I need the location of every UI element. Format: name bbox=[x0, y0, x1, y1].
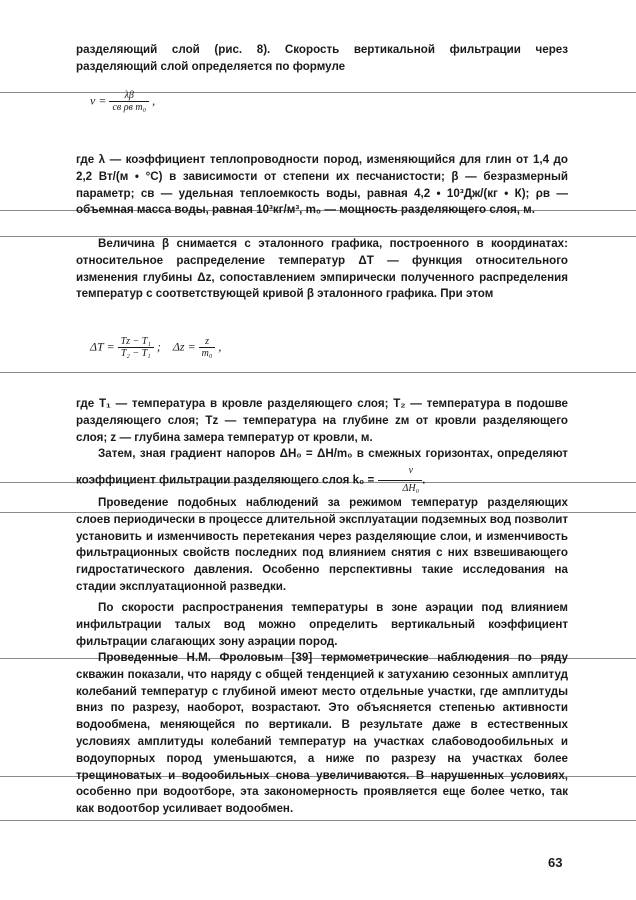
formula-k0-tail: . bbox=[422, 473, 426, 487]
formula-relative-distribution bbox=[90, 336, 221, 359]
formula-fraction-dz bbox=[199, 336, 216, 359]
formula-denominator-dt: T₂ − T₁ bbox=[120, 348, 151, 359]
paragraph-gradient-text: Затем, зная градиент напоров ΔH₀ = ΔH/m₀ в смежных горизонтах, определяют коэффициент фильтрации разделяющего слоя k₀ = bbox=[76, 447, 568, 487]
paragraph-frolov: Проведенные Н.М. Фроловым [39] термометрические наблюдения по ряду скважин показали, что наряду с общей тенденцией к затуханию сезонных амплитуд колебаний температур с глубиной имеют место отдельные участки, где амплитуды вниз по разрезу, наоборот, возрастают. Это объясняется степенью активности водообмена, меняющейся по вертикали. В результате даже в естественных условиях амплитуды колебаний температур на участках слабоводообильных и водоупорных пород уменьшаются, а ниже по разрезу на участках более трещиноватых и водообильных снова увеличиваются. В нарушенных условиях, особенно при водоотборе, эта закономерность проявляется еще более четко, так как водоотбор усиливает водообмен. bbox=[76, 651, 568, 816]
formula-fraction bbox=[109, 90, 149, 113]
formula-lhs-dz: Δz = bbox=[172, 339, 196, 354]
formula-lhs-dt: ΔT = bbox=[90, 339, 115, 354]
paragraph-observations: Проведение подобных наблюдений за режимом температур разделяющих слоев периодически в процессе длительной эксплуатации подземных вод позволит установить и изменчивость перетекания через разделяющие слои, и изменчивость фильтрационных свойств последних под влиянием снятия с них взвешивающего гидростатического давления. Особенно перспективны такие исследования на стадии эксплуатационной разведки. bbox=[76, 496, 568, 593]
formula-lhs: v = bbox=[90, 93, 107, 108]
scan-line bbox=[0, 372, 636, 373]
formula-denominator-dz: m₀ bbox=[201, 348, 213, 359]
formula-numerator: λβ bbox=[109, 90, 149, 102]
paragraph-aeration: По скорости распространения температуры в зоне аэрации под влиянием инфильтрации талых вод можно определить вертикальный коэффициент фильтрации слагающих зону аэрации пород. bbox=[76, 601, 568, 648]
formula-denominator: cв ρв m₀ bbox=[112, 102, 147, 113]
formula-k0-numerator: v bbox=[378, 463, 423, 481]
formula-tail-2: , bbox=[218, 339, 222, 354]
scan-line bbox=[0, 820, 636, 821]
paragraph-beta: Величина β снимается с эталонного графика, построенного в координатах: относительное распределение температур ΔT — функция относительного изменения глубины Δz, сопоставлением эмпирически полученного распределения температур с соответствующей кривой β эталонного графика. При этом bbox=[76, 237, 568, 301]
formula-filtration-velocity bbox=[90, 90, 155, 113]
paragraph-intro: разделяющий слой (рис. 8). Скорость вертикальной фильтрации через разделяющий слой определяется по формуле bbox=[76, 43, 568, 73]
formula-fraction-dt bbox=[118, 336, 154, 359]
page-number: 63 bbox=[548, 855, 563, 870]
formula-numerator-dt: Tz − T₁ bbox=[118, 336, 154, 348]
paragraph-temperatures: где T₁ — температура в кровле разделяющего слоя; T₂ — температура в подошве разделяющего слоя; Tz — температура на глубине zм от кровли разделяющего слоя; z — глубина замера температур от кровли, м. bbox=[76, 397, 568, 444]
formula-k0-fraction bbox=[378, 463, 426, 498]
formula-separator: ; bbox=[156, 339, 161, 354]
formula-numerator-dz: z bbox=[199, 336, 216, 348]
paragraph-gradient bbox=[76, 446, 568, 497]
paragraph-definitions: где λ — коэффициент теплопроводности пород, изменяющийся для глин от 1,4 до 2,2 Вт/(м • °С) в зависимости от степени их песчанистости; β — безразмерный параметр; cв — удельная теплоемкость воды, равная 4,2 • 10³Дж/(кг • К); ρв — объемная масса воды, равная 10³кг/м³, m₀ — мощность разделяющего слоя, м. bbox=[76, 153, 568, 217]
formula-k0-denominator: ΔH₀ bbox=[402, 482, 420, 494]
formula-tail: , bbox=[152, 93, 156, 108]
